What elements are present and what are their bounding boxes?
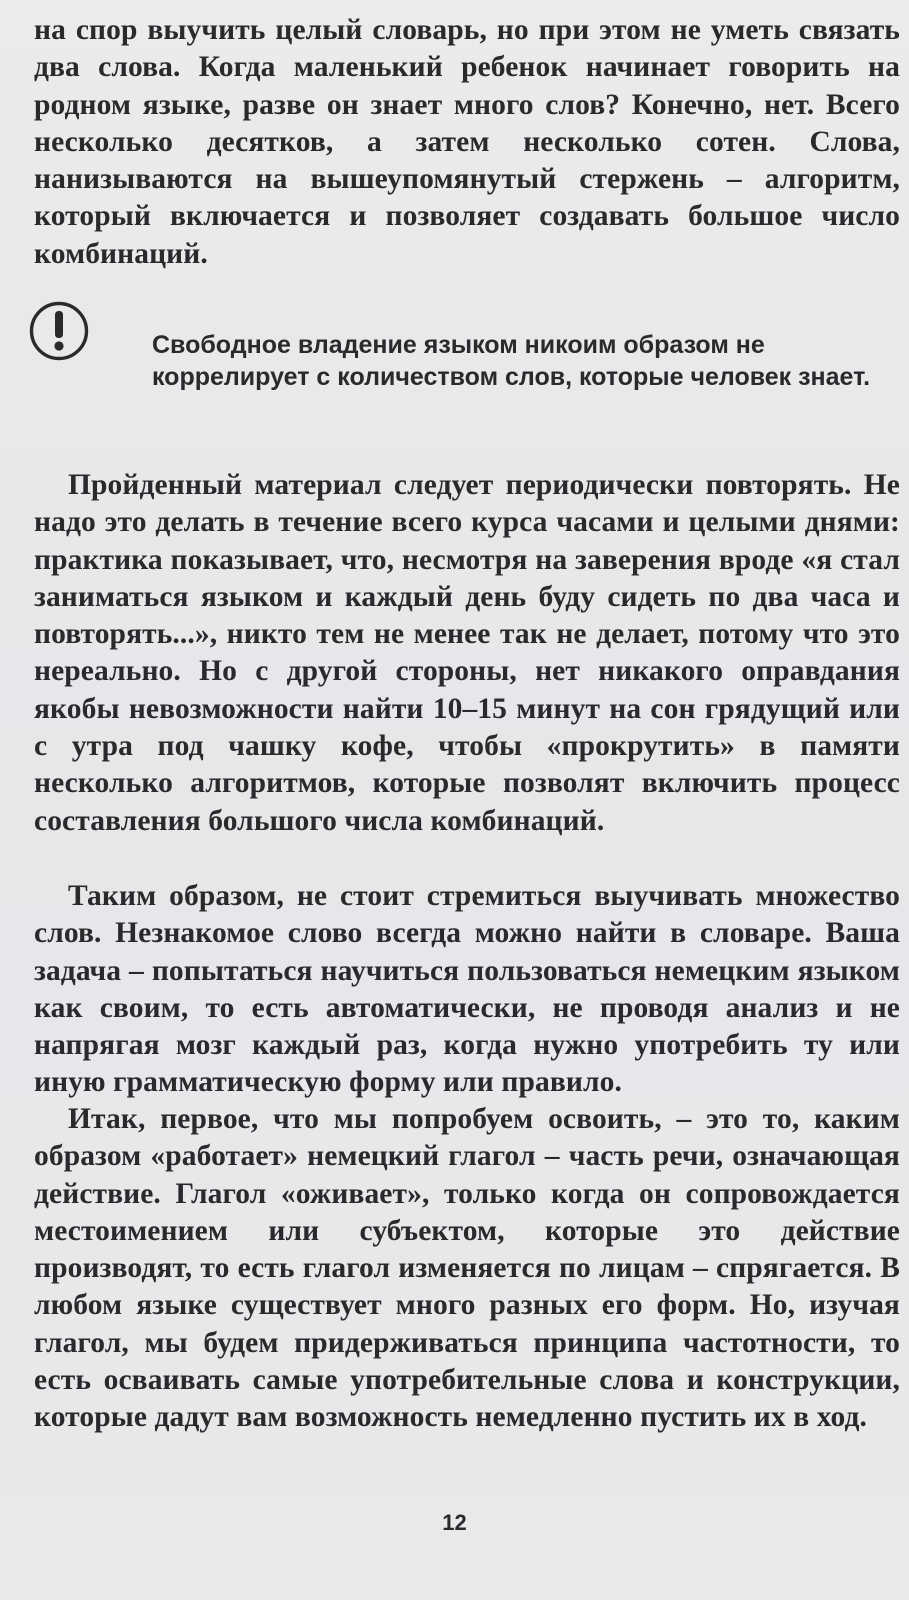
page-number: 12 — [442, 1510, 467, 1535]
paragraph-vocabulary: Таким образом, не стоит стремиться выучивать множество слов. Незнакомое слово всегда можно найти в словаре. Ваша задача – попытаться научиться пользоваться немецким языком как своим, то есть автоматически, не проводя анализ и не напрягая мозг каждый раз, когда нужно употребить ту или иную грамматическую форму или правило. — [34, 880, 900, 1099]
exclamation-circle-icon — [28, 300, 90, 362]
note-text: Свободное владение языком никоим образом не коррелирует с количеством слов, которые человек знает. — [152, 331, 871, 391]
paragraph-continued: на спор выучить целый словарь, но при этом не уметь связать два слова. Когда маленький ребенок начинает говорить на родном языке, разве он знает много слов? Конечно, нет. Всего несколько десятков, а затем несколько сотен. Слова, нанизываются на вышеупомянутый стержень – алгоритм, который включается и позволяет создавать большое число комбинаций. — [34, 14, 900, 270]
paragraph-verb: Итак, первое, что мы попробуем освоить, – это то, каким образом «работает» немецкий глагол – часть речи, означающая действие. Глагол «оживает», только когда он сопровождается местоимением или субъектом, которые это действие производят, то есть глагол изменяется по лицам – спрягается. В любом языке существует много разных его форм. Но, изучая глагол, мы будем придерживаться принципа частотности, то есть осваивать самые употребительные слова и конструкции, которые дадут вам возможность немедленно пустить их в ход. — [34, 1103, 900, 1434]
note-callout — [28, 300, 888, 430]
paragraph-repetition: Пройденный материал следует периодически повторять. Не надо это делать в течение всего курса часами и целыми днями: практика показывает, что, несмотря на заверения вроде «я стал заниматься языком и каждый день буду сидеть по два часа и повторять...», никто тем не менее так не делает, потому что это нереально. Но с другой стороны, нет никакого оправдания якобы невозможности найти 10–15 минут на сон грядущий или с утра под чашку кофе, чтобы «прокрутить» в памяти несколько алгоритмов, которые позволят включить процесс составления большого числа комбинаций. — [34, 469, 900, 837]
